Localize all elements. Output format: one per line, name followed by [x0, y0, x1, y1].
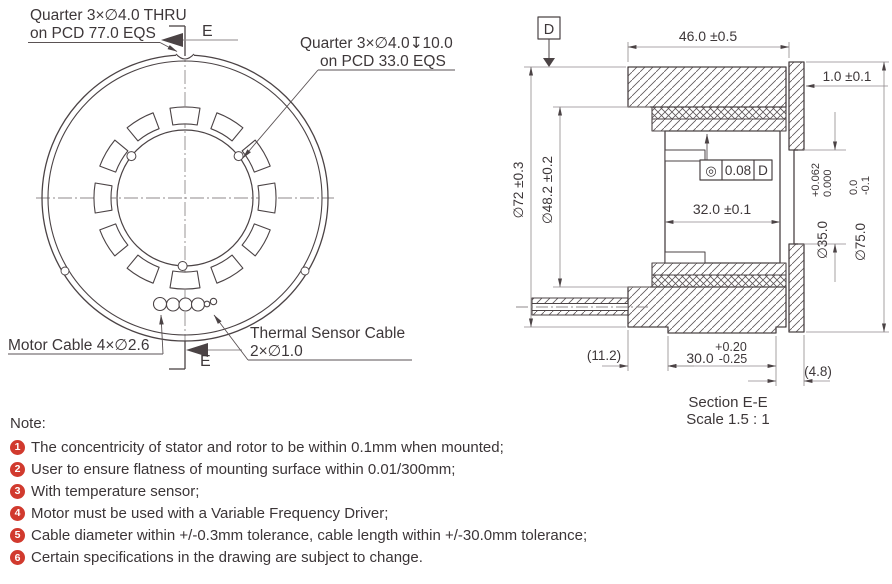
section-cut-top	[161, 23, 238, 56]
front-view	[8, 7, 455, 370]
callout-cbore-line1: Quarter 3×∅4.0↧10.0	[300, 35, 453, 52]
stator-slot	[94, 183, 112, 213]
note-text-1: The concentricity of stator and rotor to be within 0.1mm when mounted;	[31, 438, 504, 456]
dim-hub-length-text: 32.0 ±0.1	[692, 201, 752, 217]
note-text-5: Cable diameter within +/-0.3mm tolerance, cable length within +/-30.0mm tolerance;	[31, 526, 588, 544]
magnet-band-bottom	[652, 275, 786, 287]
note-bullet-1: 1	[10, 440, 25, 455]
callout-motor-cable	[8, 315, 163, 354]
dim-rotor-od-text: ∅48.2 ±0.2	[540, 156, 555, 224]
fcf-value: 0.08	[724, 163, 752, 178]
note-text-3: With temperature sensor;	[31, 482, 200, 500]
thermal-cable-circle	[210, 298, 216, 304]
stator-slot	[170, 271, 200, 289]
datum-label: D	[543, 22, 555, 38]
notes-block	[10, 412, 670, 569]
stator-section-bottom	[628, 287, 786, 333]
leader-motor-cable	[161, 315, 163, 354]
note-bullet-3: 3	[10, 484, 25, 499]
note-text-6: Certain specifications in the drawing are subject to change.	[31, 549, 423, 567]
dim-30-tol-upper: +0.20	[715, 340, 747, 354]
thermal-cable-circle	[204, 301, 210, 307]
callout-thermal-line2: 2×∅1.0	[250, 343, 303, 360]
motor-cable-circle	[154, 298, 167, 311]
dim-wall-text: 1.0 ±0.1	[822, 69, 872, 84]
note-item-4	[10, 502, 670, 524]
rim-notch-left	[61, 267, 69, 275]
rotor-band-bottom	[652, 263, 786, 275]
bore-recess	[794, 150, 804, 244]
pcd33-hole	[234, 152, 243, 161]
section-view	[511, 17, 889, 428]
leader-cbore	[243, 70, 318, 158]
motor-cable-circle	[179, 298, 192, 311]
pcd33-hole	[127, 152, 136, 161]
dim-bottom-group	[587, 330, 832, 386]
cable-tube	[516, 298, 648, 315]
section-label-top: E	[202, 23, 213, 40]
dim-flange-tol-lower: -0.1	[860, 176, 872, 195]
note-text-2: User to ensure flatness of mounting surface within 0.01/300mm;	[31, 460, 456, 478]
datum-triangle	[543, 58, 555, 67]
dim-30-tol-lower: -0.25	[718, 352, 748, 366]
section-label-bottom: E	[200, 353, 211, 370]
dim-46	[628, 28, 789, 62]
notes-heading: Note:	[10, 415, 46, 432]
rotor-shell-bottom	[789, 244, 804, 332]
callout-thru-line2: on PCD 77.0 EQS	[30, 25, 156, 42]
fcf-datum: D	[758, 163, 768, 178]
dim-bore-tol-upper: +0.062	[810, 163, 822, 197]
section-scale: Scale 1.5 : 1	[686, 411, 770, 428]
callout-thru-line1: Quarter 3×∅4.0 THRU	[30, 7, 187, 24]
dim-4-8-text: (4.8)	[804, 364, 832, 379]
rim-notch-right	[301, 267, 309, 275]
stator-slot	[170, 107, 200, 125]
dim-wall	[806, 69, 888, 86]
stator-section-top	[628, 67, 786, 107]
note-item-1	[10, 436, 670, 458]
dim-11-2-text: (11.2)	[586, 348, 622, 363]
motor-cable-circle	[192, 298, 205, 311]
dim-flange-tol-upper: 0.0	[848, 179, 860, 195]
dim-46-text: 46.0 ±0.5	[678, 28, 738, 44]
datum-flag	[538, 17, 560, 67]
note-bullet-5: 5	[10, 528, 25, 543]
rotor-shell-top	[789, 62, 804, 150]
rotor-band-top	[652, 119, 786, 131]
callout-cbore-line2: on PCD 33.0 EQS	[320, 53, 446, 70]
section-cut-bottom	[169, 341, 242, 370]
note-item-2	[10, 458, 670, 480]
callout-cbore-holes	[243, 35, 455, 158]
dim-stator-od-text: ∅72 ±0.3	[511, 161, 526, 219]
note-bullet-4: 4	[10, 506, 25, 521]
callout-thru-holes	[28, 7, 187, 52]
note-item-3	[10, 480, 670, 502]
cable-exits	[154, 298, 217, 312]
dim-30-nominal: 30.0	[686, 350, 714, 366]
dim-bore-tol-lower: 0.000	[822, 169, 834, 197]
note-text-4: Motor must be used with a Variable Frequency Driver;	[31, 504, 389, 522]
hub-step-top	[665, 150, 705, 161]
dim-stator-od	[511, 67, 626, 327]
dim-rotor-od	[540, 107, 650, 287]
note-bullet-2: 2	[10, 462, 25, 477]
stator-slot	[258, 183, 276, 213]
note-item-6	[10, 546, 670, 568]
magnet-band-top	[652, 107, 786, 119]
pcd33-hole	[178, 262, 187, 271]
hub-step-bottom	[665, 252, 705, 263]
callout-thermal-line1: Thermal Sensor Cable	[250, 325, 406, 342]
note-item-5	[10, 524, 670, 546]
dim-flange-nominal: ∅75.0	[853, 222, 868, 261]
fcf-symbol: ◎	[705, 163, 717, 178]
note-bullet-6: 6	[10, 550, 25, 565]
dim-bore-nominal: ∅35.0	[815, 220, 830, 259]
dim-bore	[798, 112, 846, 282]
callout-motor-cable-text: Motor Cable 4×∅2.6	[8, 337, 150, 354]
motor-cable-circle	[167, 298, 180, 311]
section-title: Section E-E	[688, 394, 768, 411]
